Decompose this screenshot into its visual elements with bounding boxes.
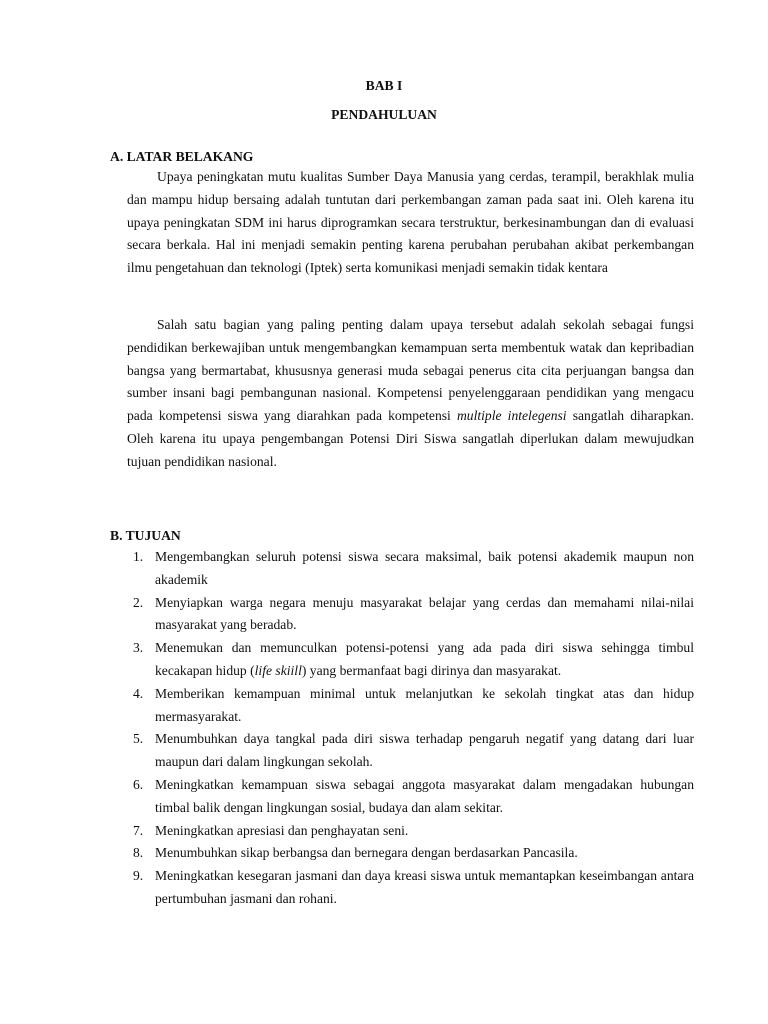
goal-number: 3.	[133, 640, 144, 656]
goal-item-3	[127, 637, 694, 683]
goal-item-5	[127, 728, 694, 774]
goal-text: Menumbuhkan daya tangkal pada diri siswa terhadap pengaruh negatif yang datang dari luar maupun dari dalam lingkungan sekolah.	[155, 731, 694, 770]
goal-text: Menumbuhkan sikap berbangsa dan bernegara dengan berdasarkan Pancasila.	[155, 845, 578, 861]
goal-item-1	[127, 546, 694, 592]
goal-item-4	[127, 683, 694, 729]
paragraph-2-text-end: sangatlah diharapkan. Oleh karena itu upaya pengembangan Potensi Diri Siswa sangatlah diperlukan dalam mewujudkan tujuan pendidikan nasional.	[127, 408, 694, 469]
chapter-title: PENDAHULUAN	[331, 107, 437, 122]
goals-list	[127, 546, 694, 911]
goal-text: Menyiapkan warga negara menuju masyarakat belajar yang cerdas dan memahami nilai-nilai masyarakat yang beradab.	[155, 594, 694, 633]
goal-number: 8.	[133, 845, 144, 861]
goal-text-end: ) yang bermanfaat bagi dirinya dan masyarakat.	[301, 662, 562, 678]
goal-number: 7.	[133, 822, 144, 838]
background-paragraph-2	[127, 314, 694, 474]
background-paragraph-1: Upaya peningkatan mutu kualitas Sumber Daya Manusia yang cerdas, terampil, berakhlak mulia dan mampu hidup bersaing adalah tuntutan dari perkembangan zaman pada saat ini. Oleh karena itu upaya peningkatan SDM ini harus diprogramkan secara terstruktur, berkesinambungan dan di evaluasi secara berkala. Hal ini menjadi semakin penting karena perubahan perubahan akibat perkembangan ilmu pengetahuan dan teknologi (Iptek) serta komunikasi menjadi semakin tidak kentara	[127, 169, 694, 276]
chapter-number: BAB I	[365, 78, 403, 93]
goal-item-9	[127, 865, 694, 911]
goal-number: 2.	[133, 594, 144, 610]
goal-text: Meningkatkan apresiasi dan penghayatan seni.	[155, 822, 409, 838]
goal-number: 9.	[133, 868, 144, 884]
section-b-heading: B. TUJUAN	[110, 528, 181, 543]
section-a-heading: A. LATAR BELAKANG	[110, 149, 254, 164]
goal-number: 5.	[133, 731, 144, 747]
goal-item-7	[127, 820, 694, 843]
goal-item-8	[127, 842, 694, 865]
goal-text: Meningkatkan kesegaran jasmani dan daya kreasi siswa untuk memantapkan keseimbangan antara pertumbuhan jasmani dan rohani.	[155, 868, 694, 906]
goal-italic-term: life skiill	[254, 662, 302, 678]
goal-number: 6.	[133, 776, 144, 792]
goal-number: 4.	[133, 685, 144, 701]
goal-text: Memberikan kemampuan minimal untuk melanjutkan ke sekolah tingkat atas dan hidup mermasyarakat.	[155, 685, 694, 724]
goal-text: Mengembangkan seluruh potensi siswa secara maksimal, baik potensi akademik maupun non akademik	[155, 549, 694, 587]
paragraph-2-text-start: Salah satu bagian yang paling penting dalam upaya tersebut adalah sekolah sebagai fungsi pendidikan berkewajiban untuk mengembangkan kemampuan serta membentuk watak dan kepribadian bangsa yang bermartabat, khususnya generasi muda sebagai penerus cita cita perjuangan bangsa dan sumber insani bagi pembangunan nasional. Kompetensi penyelenggaraan pendidikan yang mengacu pada kompetensi siswa yang diarahkan pada kompetensi	[127, 317, 694, 424]
paragraph-2-italic-term: multiple intelegensi	[456, 408, 567, 424]
goal-item-2	[127, 592, 694, 638]
goal-number: 1.	[133, 549, 144, 564]
goal-text-start: Menemukan dan memunculkan potensi-potensi yang ada pada diri siswa sehingga timbul kecakapan hidup (	[155, 640, 694, 678]
goal-text: Meningkatkan kemampuan siswa sebagai anggota masyarakat dalam mengadakan hubungan timbal balik dengan lingkungan sosial, budaya dan alam sekitar.	[155, 776, 694, 815]
goal-item-6	[127, 774, 694, 820]
